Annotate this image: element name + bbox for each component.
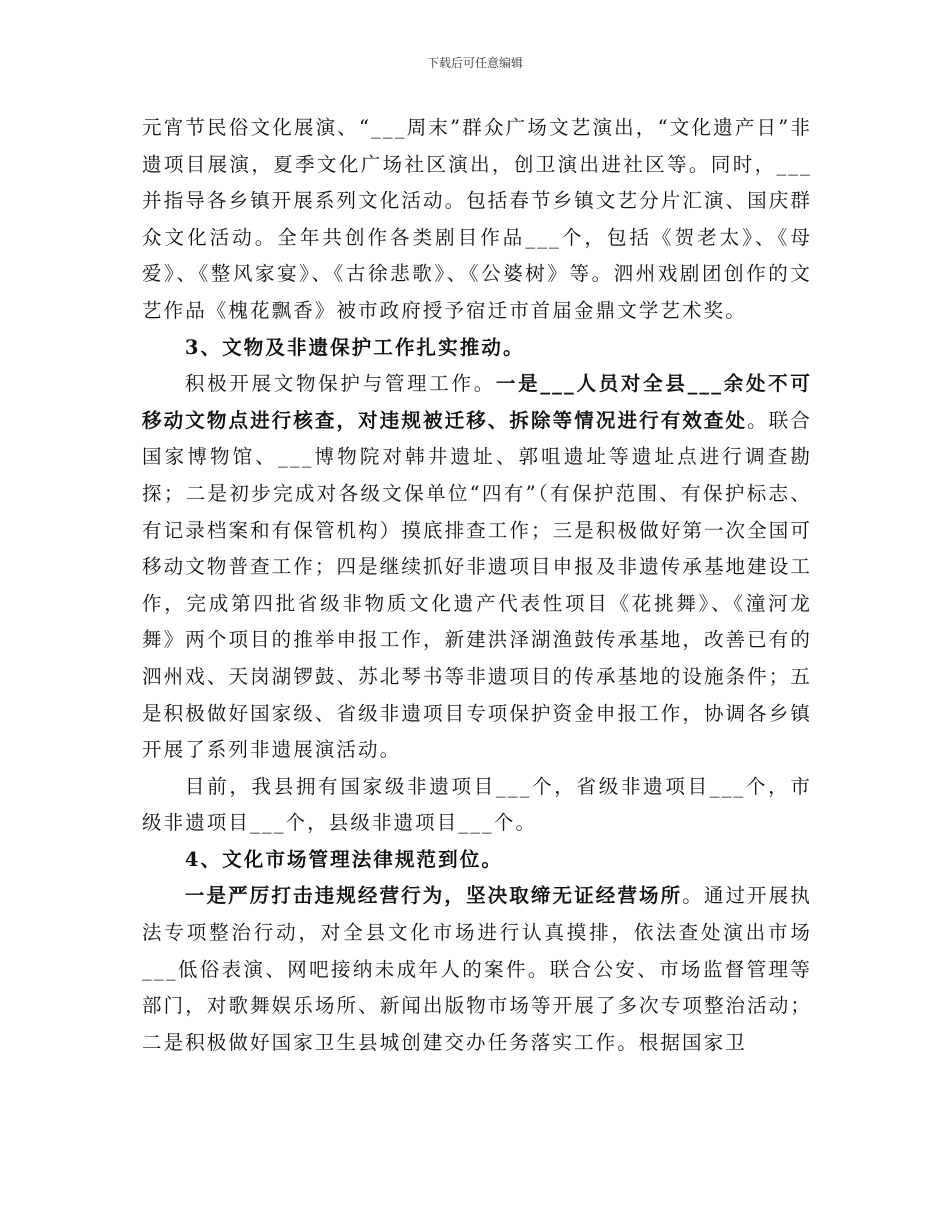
paragraph-heritage-lead: 积极开展文物保护与管理工作。 [184,372,496,396]
paragraph-heritage-bold: 一是___人员对全县___余处不可移动文物点进行核查，对违规被迁移、拆除等情况进行有效查处 [142,372,812,432]
paragraph-heritage-rest: 。联合国家博物馆、___博物院对韩井遗址、郭咀遗址等遗址点进行调查勘探；二是初步完成对各级文保单位“四有”（有保护范围、有保护标志、有记录档案和有保管机构）摸底排查工作；三是积极做好第一次全国可移动文物普查工作；四是继续抓好非遗项目申报及非遗传承基地建设工作，完成第四批省级非物质文化遗产代表性项目《花挑舞》、《潼河龙舞》两个项目的推举申报工作，新建洪泽湖渔鼓传承基地，改善已有的泗州戏、天岗湖锣鼓、苏北琴书等非遗项目的传承基地的设施条件；五是积极做好国家级、省级非遗项目专项保护资金申报工作，协调各乡镇开展了系列非遗展演活动。 [142,408,812,762]
paragraph-cultural-events: 元宵节民俗文化展演、“___周末”群众广场文艺演出，“文化遗产日”非遗项目展演，夏季文化广场社区演出，创卫演出进社区等。同时，___并指导各乡镇开展系列文化活动。包括春节乡镇文艺分片汇演、国庆群众文化活动。全年共创作各类剧目作品___个，包括《贺老太》、《母爱》、《整风家宴》、《古徐悲歌》、《公婆树》等。泗州戏剧团创作的文艺作品《槐花飘香》被市政府授予宿迁市首届金鼎文学艺术奖。 [142,116,812,322]
paragraph-heritage-count: 目前，我县拥有国家级非遗项目___个，省级非遗项目___个，市级非遗项目___个，县级非遗项目___个。 [142,774,812,835]
page-header-note: 下载后可任意编辑 [426,56,523,70]
paragraph-market-bold: 一是严厉打击违规经营行为，坚决取缔无证经营场所 [184,884,683,908]
paragraph-market-rest: 。通过开展执法专项整治行动，对全县文化市场进行认真摸排，依法查处演出市场___低俗表演、网吧接纳未成年人的案件。联合公安、市场监督管理等部门，对歌舞娱乐场所、新闻出版物市场等开展了多次专项整治活动；二是积极做好国家卫生县城创建交办任务落实工作。根据国家卫 [142,884,812,1054]
paragraph-heritage-protection [142,366,812,769]
heading-section-3: 3、文物及非遗保护工作扎实推动。 [184,335,525,359]
heading-section-4: 4、文化市场管理法律规范到位。 [184,847,503,871]
paragraph-market-management [142,878,812,1061]
document-body [142,110,812,1061]
